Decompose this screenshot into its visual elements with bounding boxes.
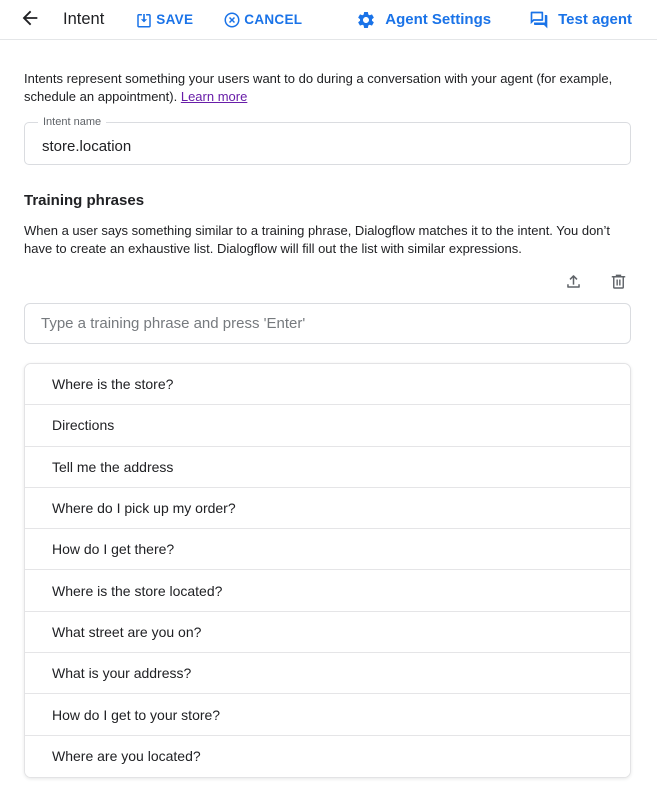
page-title: Intent (63, 10, 105, 28)
cancel-button-label: CANCEL (244, 12, 303, 27)
training-phrase-text: How do I get there? (52, 541, 175, 558)
intent-name-field (24, 116, 631, 165)
training-phrase-row[interactable] (25, 612, 630, 653)
save-button[interactable] (135, 11, 193, 29)
test-agent-button[interactable] (529, 10, 632, 30)
training-phrase-row[interactable] (25, 488, 630, 529)
training-phrase-text: Tell me the address (52, 458, 174, 475)
delete-button[interactable] (608, 273, 628, 293)
cancel-button[interactable] (223, 11, 302, 29)
trash-icon (609, 272, 628, 294)
intent-description (24, 70, 631, 106)
training-phrase-text: Directions (52, 417, 115, 434)
main-content (0, 70, 657, 778)
training-phrase-text: What is your address? (52, 665, 192, 682)
test-agent-label: Test agent (558, 11, 632, 28)
training-phrase-input[interactable] (25, 315, 630, 332)
arrow-back-icon (19, 7, 41, 32)
save-icon (135, 11, 153, 29)
training-phrases-heading: Training phrases (24, 192, 145, 209)
gear-icon (356, 10, 376, 30)
training-phrase-row[interactable] (25, 694, 630, 735)
training-phrase-row[interactable] (25, 653, 630, 694)
training-phrases-toolbar (24, 273, 631, 293)
training-phrase-text: Where do I pick up my order? (52, 500, 236, 517)
training-phrases-list (24, 363, 631, 778)
cancel-icon (223, 11, 241, 29)
upload-button[interactable] (563, 273, 583, 293)
back-button[interactable] (18, 8, 42, 32)
training-phrase-text: Where are you located? (52, 748, 201, 765)
intent-name-input[interactable] (25, 138, 630, 164)
agent-settings-button[interactable] (356, 10, 491, 30)
training-phrases-description: When a user says something similar to a training phrase, Dialogflow matches it to the intent. You don’t have to create an exhaustive list. Dialogflow will fill out the list with similar expressions. (24, 223, 611, 256)
training-phrase-input-wrap (24, 303, 631, 344)
intent-name-label: Intent name (38, 116, 106, 129)
agent-settings-label: Agent Settings (385, 11, 492, 28)
training-phrase-text: How do I get to your store? (52, 706, 221, 723)
training-phrase-text: Where is the store? (52, 376, 174, 393)
intent-description-text: Intents represent something your users want to do during a conversation with your agent (for example, schedule an appointment). (24, 71, 613, 104)
training-phrase-row[interactable] (25, 405, 630, 446)
training-phrase-text: Where is the store located? (52, 582, 223, 599)
training-phrase-text: What street are you on? (52, 623, 202, 640)
training-phrase-row[interactable] (25, 570, 630, 611)
save-button-label: SAVE (156, 12, 194, 27)
learn-more-link[interactable]: Learn more (180, 89, 248, 104)
training-phrase-row[interactable] (25, 364, 630, 405)
training-phrase-row[interactable] (25, 736, 630, 777)
upload-icon (564, 272, 583, 294)
training-phrase-row[interactable] (25, 447, 630, 488)
chat-bubbles-icon (529, 10, 549, 30)
training-phrase-row[interactable] (25, 529, 630, 570)
top-bar (0, 0, 657, 40)
